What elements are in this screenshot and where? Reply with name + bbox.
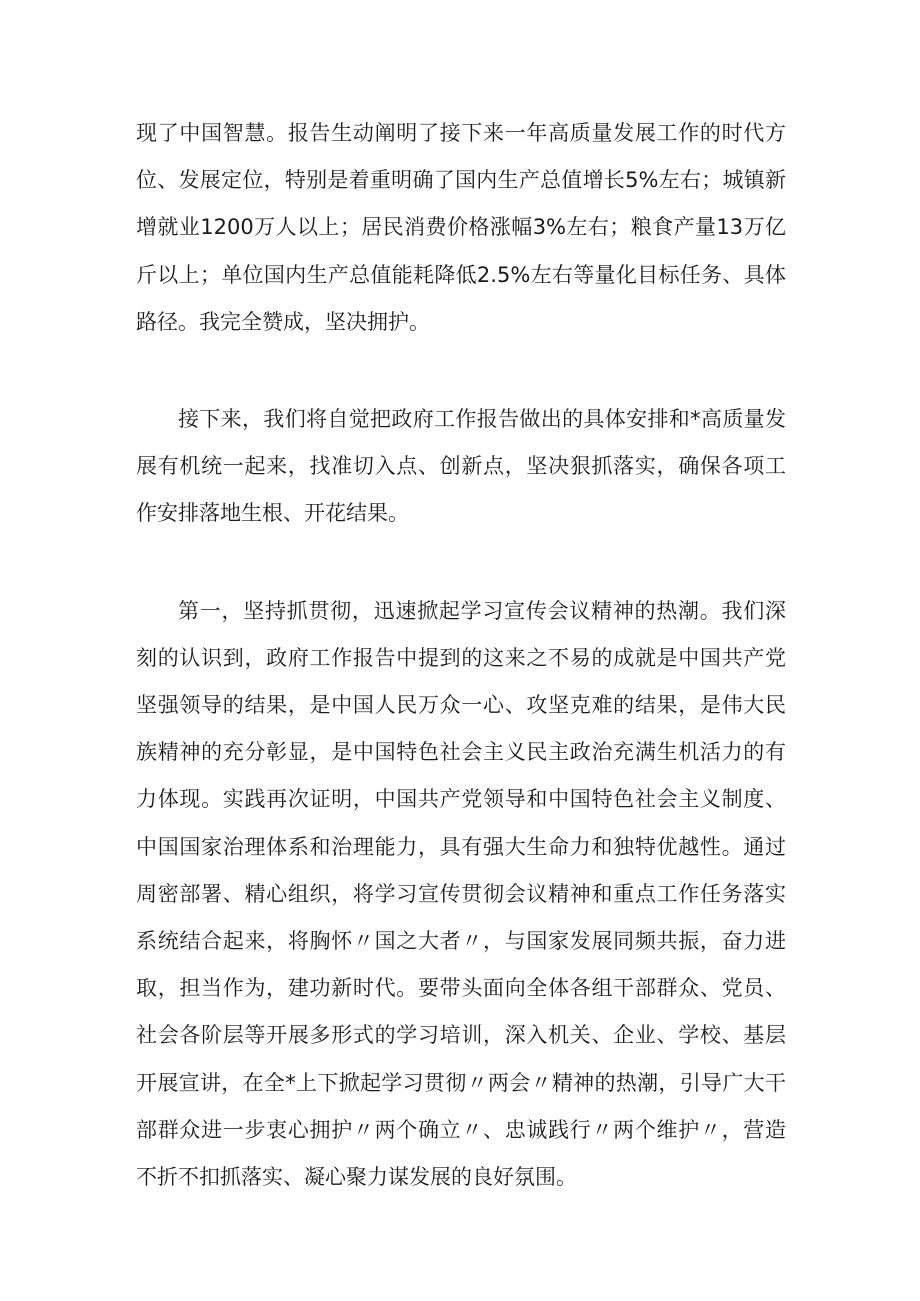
paragraph-2: 接下来，我们将自觉把政府工作报告做出的具体安排和*高质量发展有机统一起来，找准切入点、创新点，坚决狠抓落实，确保各项工作安排落地生根、开花结果。 bbox=[136, 407, 786, 526]
document-body bbox=[136, 110, 786, 1251]
paragraph-1: 现了中国智慧。报告生动阐明了接下来一年高质量发展工作的时代方位、发展定位，特别是着重明确了国内生产总值增长5%左右；城镇新增就业1200万人以上；居民消费价格涨幅3%左右；粮食产量13万亿斤以上；单位国内生产总值能耗降低2.5%左右等量化目标任务、具体路径。我完全赞成，坚决拥护。 bbox=[136, 121, 786, 334]
paragraph-3: 第一，坚持抓贯彻，迅速掀起学习宣传会议精神的热潮。我们深刻的认识到，政府工作报告中提到的这来之不易的成就是中国共产党坚强领导的结果，是中国人民万众一心、攻坚克难的结果，是伟大民族精神的充分彰显，是中国特色社会主义民主政治充满生机活力的有力体现。实践再次证明，中国共产党领导和中国特色社会主义制度、中国国家治理体系和治理能力，具有强大生命力和独特优越性。通过周密部署、精心组织，将学习宣传贯彻会议精神和重点工作任务落实系统结合起来，将胸怀〃国之大者〃，与国家发展同频共振，奋力进取，担当作为，建功新时代。要带头面向全体各组干部群众、党员、社会各阶层等开展多形式的学习培训，深入机关、企业、学校、基层开展宣讲，在全*上下掀起学习贯彻〃两会〃精神的热潮，引导广大干部群众进一步衷心拥护〃两个确立〃、忠诚践行〃两个维护〃，营造不折不扣抓落实、凝心聚力谋发展的良好氛围。 bbox=[136, 598, 786, 1190]
